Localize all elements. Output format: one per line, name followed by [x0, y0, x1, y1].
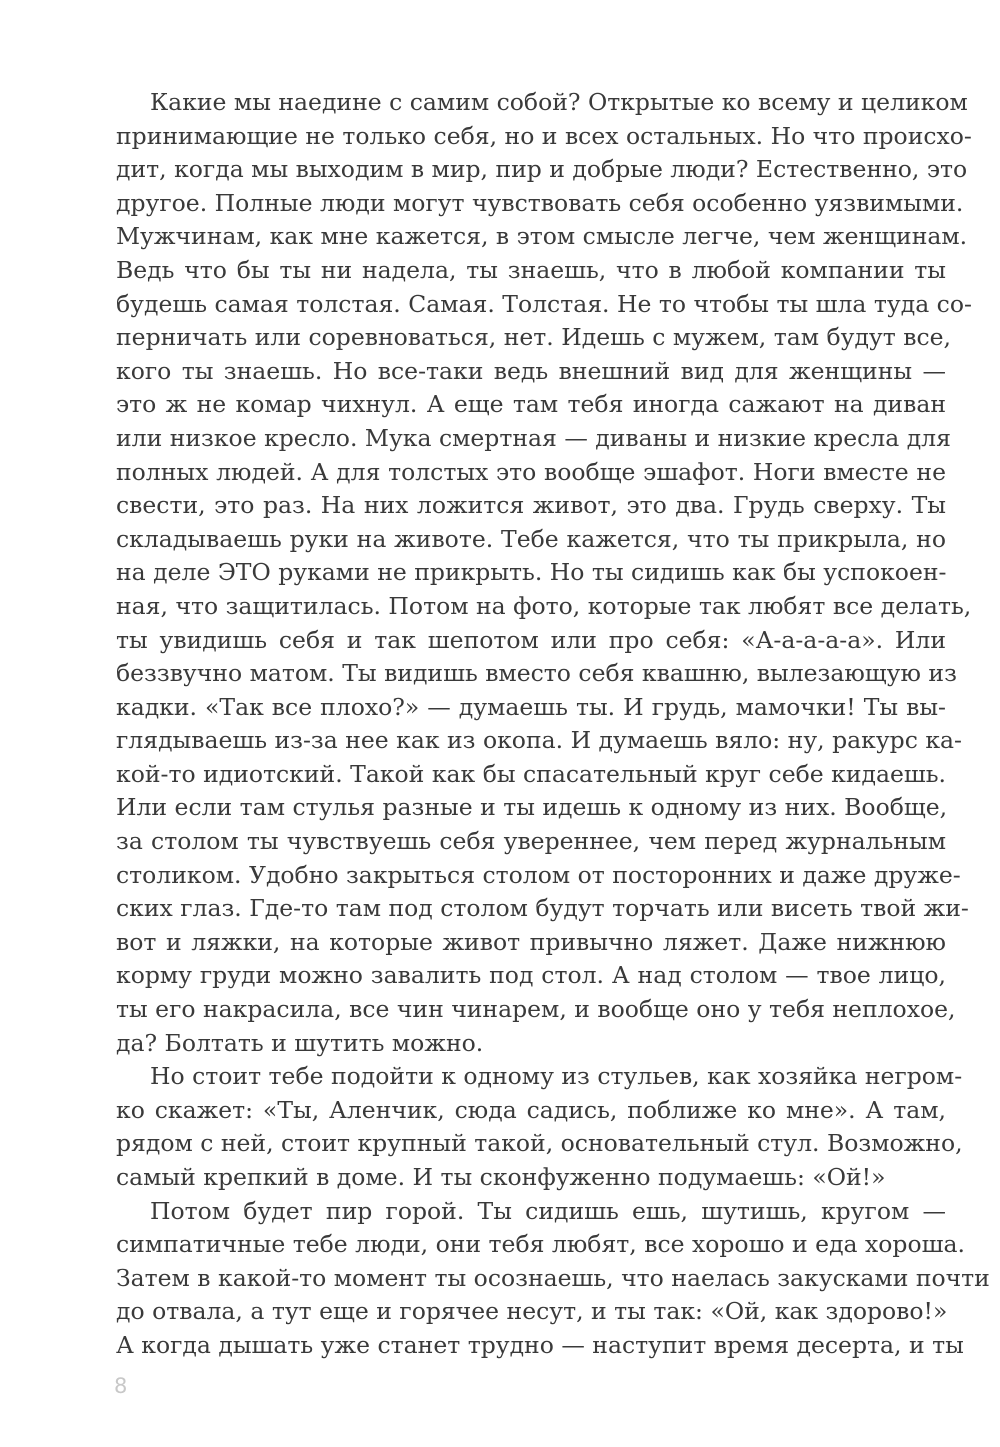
text-line: до отвала, а тут еще и горячее несут, и ты так: «Ой, как здорово!»: [116, 1297, 948, 1326]
text-line: вот и ляжки, на которые живот привычно ляжет. Даже нижнюю: [116, 927, 946, 956]
text-line: ских глаз. Где-то там под столом будут торчать или висеть твой жи-: [116, 894, 969, 923]
text-line: Но стоит тебе подойти к одному из стульев, как хозяйка негром-: [150, 1062, 963, 1091]
text-line: Затем в какой-то момент ты осознаешь, что наелась закусками почти: [116, 1263, 990, 1292]
body-text: [116, 86, 990, 1363]
text-line: глядываешь из-за нее как из окопа. И думаешь вяло: ну, ракурс ка-: [116, 726, 962, 755]
text-line: за столом ты чувствуешь себя увереннее, чем перед журнальным: [116, 827, 946, 856]
text-line: будешь самая толстая. Самая. Толстая. Не то чтобы ты шла туда со-: [116, 289, 972, 318]
text-line: на деле ЭТО руками не прикрыть. Но ты сидишь как бы успокоен-: [116, 558, 947, 587]
text-line: свести, это раз. На них ложится живот, это два. Грудь сверху. Ты: [116, 491, 946, 520]
text-line: Потом будет пир горой. Ты сидишь ешь, шутишь, кругом —: [150, 1196, 946, 1225]
text-line: это ж не комар чихнул. А еще там тебя иногда сажают на диван: [116, 390, 946, 419]
text-line: Мужчинам, как мне кажется, в этом смысле легче, чем женщинам.: [116, 222, 968, 251]
paragraph: [116, 1195, 990, 1363]
text-line: кой-то идиотский. Такой как бы спасательный круг себе кидаешь.: [116, 759, 946, 788]
text-line: перничать или соревноваться, нет. Идешь с мужем, там будут все,: [116, 323, 951, 352]
text-line: принимающие не только себя, но и всех остальных. Но что происхо-: [116, 121, 972, 150]
text-line: да? Болтать и шутить можно.: [116, 1028, 484, 1057]
text-line: ты увидишь себя и так шепотом или про себя: «А-а-а-а-а». Или: [116, 625, 946, 654]
text-line: или низкое кресло. Мука смертная — диваны и низкие кресла для: [116, 423, 951, 452]
paragraph: [116, 86, 972, 1060]
text-line: полных людей. А для толстых это вообще эшафот. Ноги вместе не: [116, 457, 946, 486]
text-line: складываешь руки на животе. Тебе кажется, что ты прикрыла, но: [116, 524, 946, 553]
text-line: самый крепкий в доме. И ты сконфуженно подумаешь: «Ой!»: [116, 1163, 886, 1191]
text-line: Какие мы наедине с самим собой? Открытые ко всему и целиком: [150, 88, 968, 116]
text-line: кадки. «Так все плохо?» — думаешь ты. И грудь, мамочки! Ты вы-: [116, 692, 946, 721]
paragraph: [116, 1060, 963, 1194]
text-line: Или если там стулья разные и ты идешь к одному из них. Вообще,: [116, 793, 948, 822]
text-line: беззвучно матом. Ты видишь вместо себя квашню, вылезающую из: [116, 659, 957, 688]
text-line: дит, когда мы выходим в мир, пир и добрые люди? Естественно, это: [116, 155, 968, 184]
text-line: корму груди можно завалить под стол. А над столом — твое лицо,: [116, 961, 946, 990]
text-line: ты его накрасила, все чин чинарем, и вообще оно у тебя неплохое,: [116, 995, 956, 1024]
text-line: А когда дышать уже станет трудно — наступит время десерта, и ты: [116, 1330, 964, 1359]
text-line: рядом с ней, стоит крупный такой, основательный стул. Возможно,: [116, 1129, 963, 1158]
text-line: ко скажет: «Ты, Аленчик, сюда садись, поближе ко мне». А там,: [116, 1095, 946, 1124]
text-line: симпатичные тебе люди, они тебя любят, все хорошо и еда хороша.: [116, 1230, 965, 1259]
text-line: другое. Полные люди могут чувствовать себя особенно уязвимыми.: [116, 188, 964, 217]
text-line: столиком. Удобно закрыться столом от посторонних и даже друже-: [116, 860, 961, 889]
text-line: ная, что защитилась. Потом на фото, которые так любят все делать,: [116, 591, 972, 620]
text-line: кого ты знаешь. Но все-таки ведь внешний вид для женщины —: [116, 356, 946, 385]
page-number: 8: [114, 1374, 128, 1398]
text-line: Ведь что бы ты ни надела, ты знаешь, что в любой компании ты: [116, 255, 946, 284]
